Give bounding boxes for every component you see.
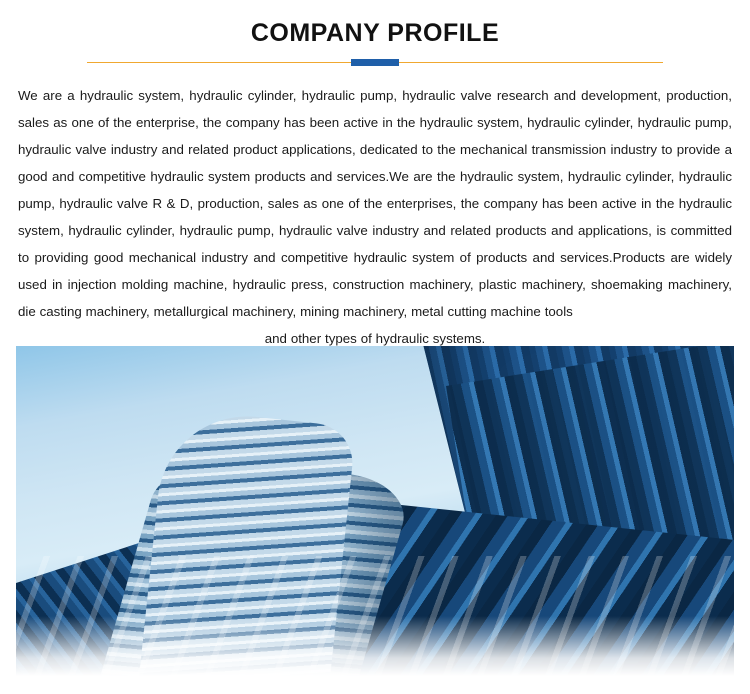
company-description bbox=[18, 82, 732, 352]
title-divider bbox=[87, 59, 663, 66]
page-header bbox=[0, 0, 750, 66]
photo-bottom-fade bbox=[16, 616, 734, 676]
page-title: COMPANY PROFILE bbox=[250, 19, 500, 47]
company-description-last-line: and other types of hydraulic systems. bbox=[264, 331, 486, 346]
divider-center-block bbox=[351, 59, 399, 66]
company-building-image bbox=[16, 346, 734, 676]
building-photo bbox=[16, 346, 734, 676]
company-description-text: We are a hydraulic system, hydraulic cylinder, hydraulic pump, hydraulic valve research and development, production, sales as one of the enterprise, the company has been active in the hydraulic system, hydraulic cylinder, hydraulic pump, hydraulic valve industry and related product applications, dedicated to the mechanical transmission industry to provide a good and competitive hydraulic system products and services.We are the hydraulic system, hydraulic cylinder, hydraulic pump, hydraulic valve R & D, production, sales as one of the enterprises, the company has been active in the hydraulic system, hydraulic cylinder, hydraulic pump, hydraulic valve industry and related products and applications, is committed to providing good mechanical industry and competitive hydraulic system of products and services.Products are widely used in injection molding machine, hydraulic press, construction machinery, plastic machinery, shoemaking machinery, die casting machinery, metallurgical machinery, mining machinery, metal cutting machine tools bbox=[18, 88, 732, 319]
